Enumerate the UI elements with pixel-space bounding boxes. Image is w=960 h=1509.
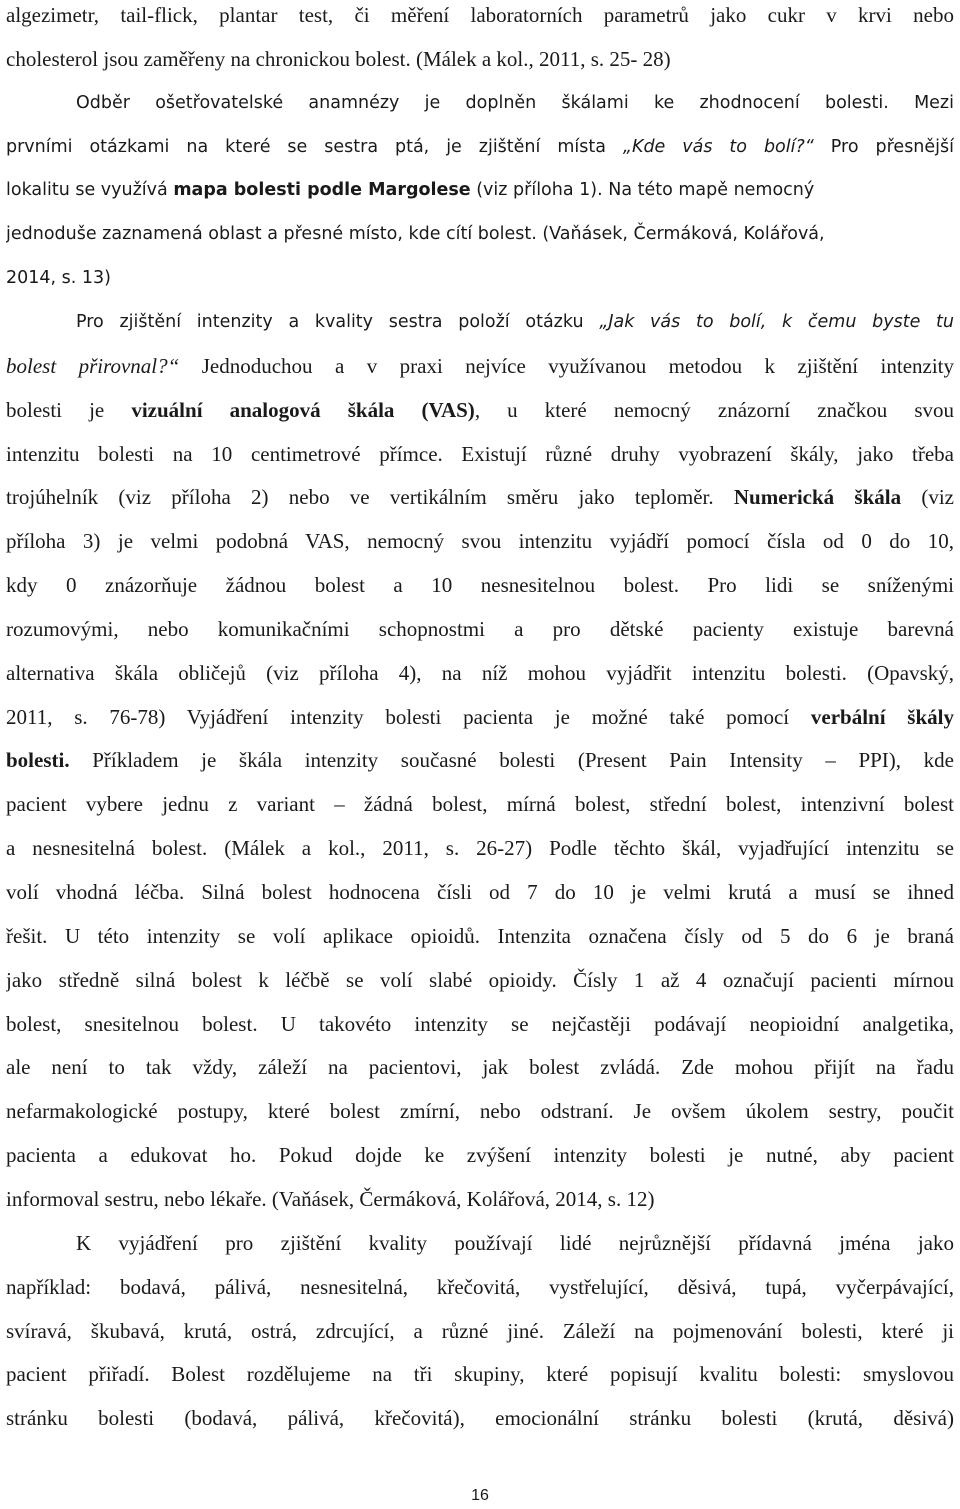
text-run: ale není to tak vždy, záleží na pacientovi, jak bolest zvládá. Zde mohou přijít na řadu [6, 1055, 954, 1080]
text-run: bolesti je [6, 397, 132, 422]
text-run: a nesnesitelná bolest. (Málek a kol., 2011, s. 26-27) Podle těchto škál, vyjadřující intenzitu se [6, 836, 954, 861]
text-run: lokalitu se využívá [6, 180, 174, 201]
text-run: , u které nemocný znázorní značkou svou [474, 397, 954, 422]
text-line [6, 44, 954, 74]
text-run: stránku bolesti (bodavá, pálivá, křečovitá), emocionální stránku bolesti (krutá, děsivá) [6, 1406, 954, 1431]
text-line [6, 789, 954, 819]
text-run: Jednoduchou a v praxi nejvíce využívanou metodou k zjištění intenzity [179, 353, 954, 378]
text-line [6, 965, 954, 995]
text-line [6, 1272, 954, 1302]
text-run: Pro přesnější [813, 136, 954, 157]
text-run: například: bodavá, pálivá, nesnesitelná, křečovitá, vystřelující, děsivá, tupá, vyčerpávající, [6, 1274, 954, 1299]
text-line [6, 0, 954, 30]
text-run: (viz příloha 1). Na této mapě nemocný [470, 180, 815, 201]
text-line [6, 395, 954, 425]
text-run: K vyjádření pro zjištění kvality používají lidé nejrůznější přídavná jména jako [76, 1230, 954, 1255]
text-line [6, 351, 954, 381]
bold-term: vizuální analogová škála (VAS) [131, 397, 475, 422]
text-line [6, 833, 954, 863]
text-line [6, 132, 954, 162]
text-line [6, 1359, 954, 1389]
text-line [6, 1403, 954, 1433]
text-line [6, 877, 954, 907]
text-line [6, 219, 954, 249]
text-line [6, 614, 954, 644]
text-line [6, 1009, 954, 1039]
text-run: volí vhodná léčba. Silná bolest hodnocena čísli od 7 do 10 je velmi krutá a musí se ihned [6, 880, 954, 904]
bold-term: verbální škály [810, 704, 954, 729]
text-run: Pro zjištění intenzity a kvality sestra položí otázku [76, 311, 600, 332]
text-run: 2011, s. 76-78) Vyjádření intenzity bolesti pacienta je možné také pomocí [6, 704, 811, 729]
text-run: jednoduše zaznamená oblast a přesné místo, kde cítí bolest. (Vaňásek, Čermáková, Kolářová, [6, 224, 825, 245]
text-run: pacient přiřadí. Bolest rozdělujeme na tři skupiny, které popisují kvalitu bolesti: smyslovou [6, 1362, 954, 1387]
text-run: cholesterol jsou zaměřeny na chronickou bolest. (Málek a kol., 2011, s. 25- 28) [6, 46, 671, 71]
italic-question: „Kde vás to bolí?“ [622, 136, 814, 157]
text-run: Odběr ošetřovatelské anamnézy je doplněn škálami ke zhodnocení bolesti. Mezi [76, 92, 954, 113]
text-run: rozumovými, nebo komunikačními schopnostmi a pro dětské pacienty existuje barevná [6, 616, 954, 641]
bold-term: mapa bolesti podle Margolese [173, 180, 471, 201]
text-run: řešit. U této intenzity se volí aplikace opioidů. Intenzita označena čísly od 5 do 6 je braná [6, 923, 954, 948]
text-run: nefarmakologické postupy, které bolest zmírní, nebo odstraní. Je ovšem úkolem sestry, poučit [6, 1099, 954, 1124]
text-line [6, 1052, 954, 1082]
page-number: 16 [471, 1487, 489, 1504]
text-line [6, 263, 954, 293]
text-run: prvními otázkami na které se sestra ptá, je zjištění místa [6, 136, 623, 157]
text-run: 2014, s. 13) [6, 268, 111, 289]
text-run: intenzitu bolesti na 10 centimetrové přímce. Existují různé druhy vyobrazení škály, jako třeba [6, 441, 954, 466]
text-line [6, 702, 954, 732]
text-run: (viz [901, 485, 954, 510]
text-line [6, 88, 954, 118]
text-line [6, 570, 954, 600]
text-line [6, 745, 954, 775]
text-line [6, 482, 954, 512]
bold-term: Numerická škála [733, 485, 902, 510]
text-run: algezimetr, tail-flick, plantar test, či měření laboratorních parametrů jako cukr v krvi nebo [6, 3, 954, 27]
text-run: pacienta a edukovat ho. Pokud dojde ke zvýšení intenzity bolesti je nutné, aby pacient [6, 1143, 954, 1168]
text-run: bolest, snesitelnou bolest. U takovéto intenzity se nejčastěji podávají neopioidní analgetika, [6, 1011, 954, 1036]
text-line [6, 921, 954, 951]
text-run: pacient vybere jednu z variant – žádná bolest, mírná bolest, střední bolest, intenzivní bolest [6, 792, 954, 817]
text-line [6, 1096, 954, 1126]
text-run: příloha 3) je velmi podobná VAS, nemocný svou intenzitu vyjádří pomocí čísla od 0 do 10, [6, 529, 954, 554]
text-line [6, 1228, 954, 1258]
text-run: jako středně silná bolest k léčbě se volí slabé opioidy. Čísly 1 až 4 označují pacienti mírnou [6, 967, 954, 992]
text-run: alternativa škála obličejů (viz příloha 4), na níž mohou vyjádřit intenzitu bolesti. (Opavský, [6, 660, 954, 685]
italic-question: „Jak vás to bolí, k čemu byste tu [599, 311, 954, 332]
text-line [6, 526, 954, 556]
bold-term: bolesti. [6, 748, 70, 773]
text-line [6, 658, 954, 688]
text-run: trojúhelník (viz příloha 2) nebo ve vertikálním směru jako teploměr. [6, 485, 734, 510]
text-run: kdy 0 znázorňuje žádnou bolest a 10 nesnesitelnou bolest. Pro lidi se sníženými [6, 573, 954, 598]
text-line [6, 1140, 954, 1170]
text-line [6, 1184, 954, 1214]
text-run: Příkladem je škála intenzity současné bolesti (Present Pain Intensity – PPI), kde [69, 748, 954, 773]
text-line [6, 439, 954, 469]
text-line [6, 1316, 954, 1346]
italic-question: bolest přirovnal?“ [6, 353, 180, 378]
text-line [6, 307, 954, 337]
text-run: svíravá, škubavá, krutá, ostrá, zdrcující, a různé jiné. Záleží na pojmenování bolesti, které ji [6, 1318, 954, 1343]
text-line [6, 175, 954, 205]
text-run: informoval sestru, nebo lékaře. (Vaňásek, Čermáková, Kolářová, 2014, s. 12) [6, 1186, 655, 1211]
